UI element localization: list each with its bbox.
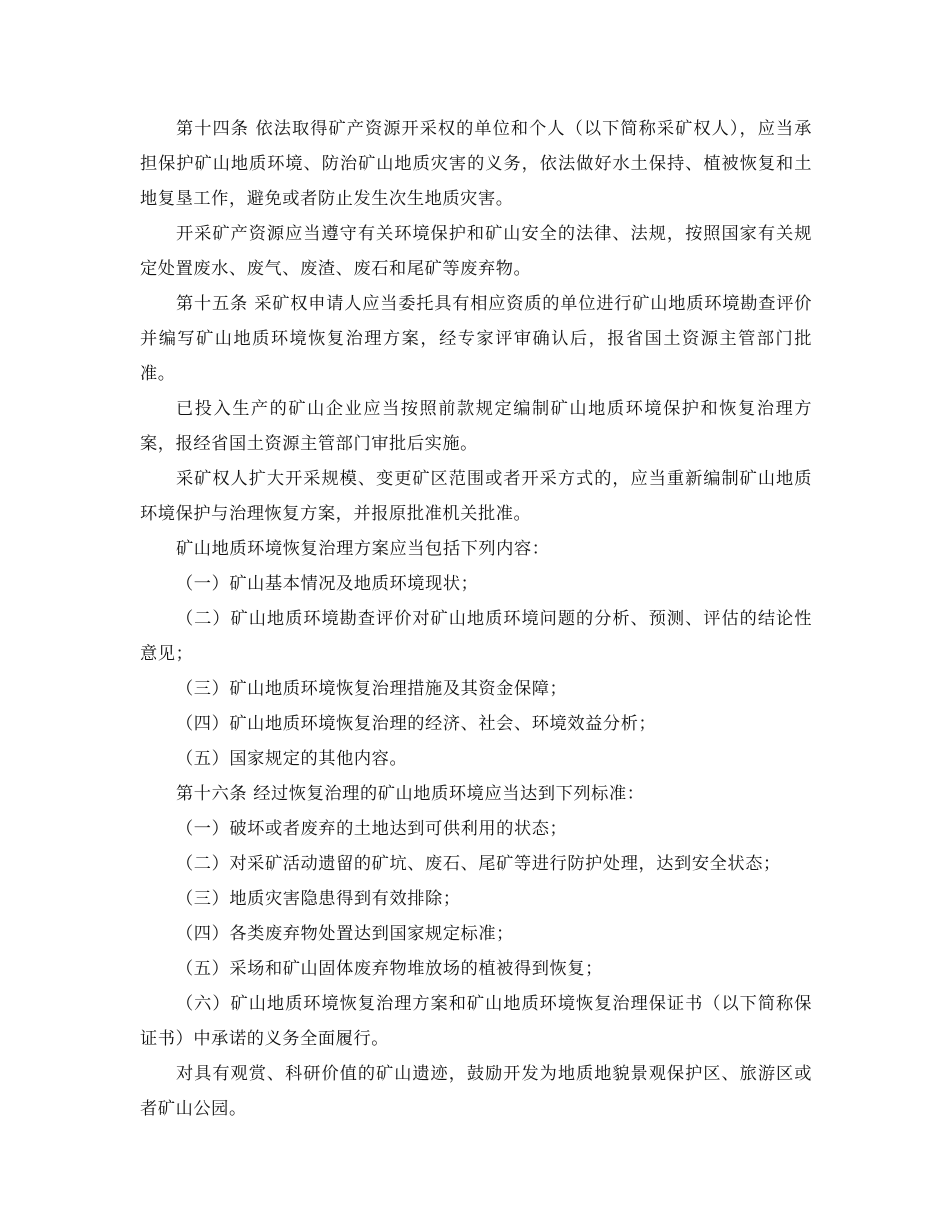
paragraph-existing-mines: 已投入生产的矿山企业应当按照前款规定编制矿山地质环境保护和恢复治理方案，报经省国土资源主管部门审批后实施。 xyxy=(140,399,812,454)
list-item-plan-4: （四）矿山地质环境恢复治理的经济、社会、环境效益分析； xyxy=(176,714,657,734)
list-item-standard-5: （五）采场和矿山固体废弃物堆放场的植被得到恢复； xyxy=(176,959,603,979)
paragraph-mining-waste: 开采矿产资源应当遵守有关环境保护和矿山安全的法律、法规，按照国家有关规定处置废水、废气、废渣、废石和尾矿等废弃物。 xyxy=(140,224,812,279)
list-item-plan-3: （三）矿山地质环境恢复治理措施及其资金保障； xyxy=(176,679,568,699)
list-item-standard-4: （四）各类废弃物处置达到国家规定标准； xyxy=(176,924,514,944)
paragraph-article-16: 第十六条 经过恢复治理的矿山地质环境应当达到下列标准： xyxy=(176,784,645,804)
document-body xyxy=(140,112,812,1127)
list-item-standard-2: （二）对采矿活动遗留的矿坑、废石、尾矿等进行防护处理，达到安全状态； xyxy=(176,854,781,874)
paragraph-article-15: 第十五条 采矿权申请人应当委托具有相应资质的单位进行矿山地质环境勘查评价并编写矿山地质环境恢复治理方案，经专家评审确认后，报省国土资源主管部门批准。 xyxy=(140,294,812,384)
list-item-standard-6: （六）矿山地质环境恢复治理方案和矿山地质环境恢复治理保证书（以下简称保证书）中承诺的义务全面履行。 xyxy=(140,994,812,1049)
paragraph-plan-contents: 矿山地质环境恢复治理方案应当包括下列内容： xyxy=(176,539,550,559)
paragraph-article-14: 第十四条 依法取得矿产资源开采权的单位和个人（以下简称采矿权人），应当承担保护矿山地质环境、防治矿山地质灾害的义务，依法做好水土保持、植被恢复和土地复垦工作，避免或者防止发生次生地质灾害。 xyxy=(140,119,812,209)
paragraph-expansion: 采矿权人扩大开采规模、变更矿区范围或者开采方式的，应当重新编制矿山地质环境保护与治理恢复方案，并报原批准机关批准。 xyxy=(140,469,812,524)
list-item-standard-3: （三）地质灾害隐患得到有效排除； xyxy=(176,889,461,909)
list-item-standard-1: （一）破坏或者废弃的土地达到可供利用的状态； xyxy=(176,819,568,839)
list-item-plan-1: （一）矿山基本情况及地质环境现状； xyxy=(176,574,479,594)
list-item-plan-5: （五）国家规定的其他内容。 xyxy=(176,749,408,769)
list-item-plan-2: （二）矿山地质环境勘查评价对矿山地质环境问题的分析、预测、评估的结论性意见； xyxy=(140,609,812,664)
paragraph-mine-relics: 对具有观赏、科研价值的矿山遗迹，鼓励开发为地质地貌景观保护区、旅游区或者矿山公园。 xyxy=(140,1064,812,1119)
